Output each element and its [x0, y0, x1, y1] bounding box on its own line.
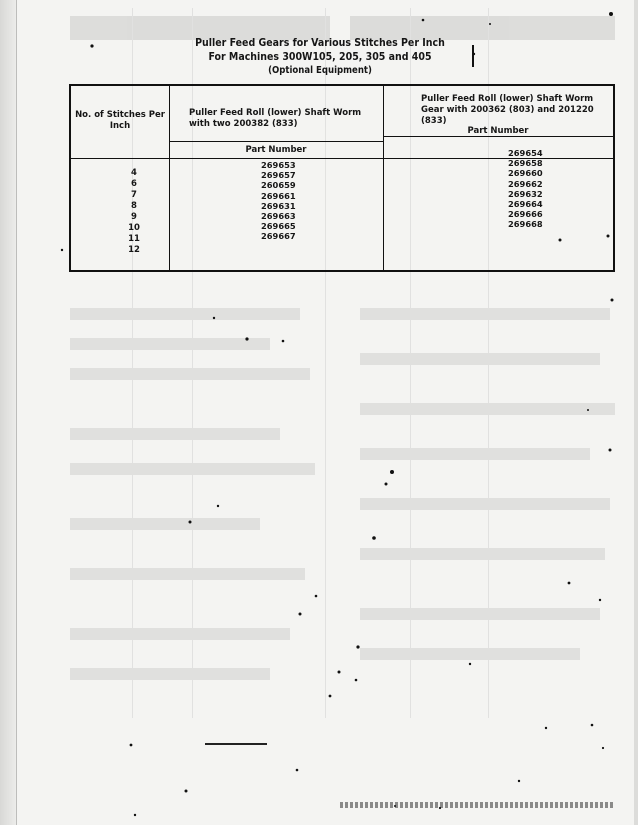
- worm-gear-column-header: Puller Feed Roll (lower) Shaft Worm Gear with 200362 (803) and 201220 (833): [421, 94, 594, 126]
- puller-feed-gears-table: [69, 84, 615, 272]
- stitches-column-header: No. of Stitches Per Inch: [75, 110, 165, 131]
- subheader-divider: [169, 141, 383, 142]
- page-title: Puller Feed Gears for Various Stitches Per Inch: [195, 37, 445, 49]
- stitch-count-cell: 12: [128, 245, 140, 255]
- page-subtitle-optional: (Optional Equipment): [268, 65, 372, 76]
- worm-part-cell: 260659: [261, 180, 296, 191]
- worm-gear-part-cell: 269654: [508, 148, 543, 158]
- worm-gear-part-cell: 269664: [508, 199, 543, 210]
- worm-gear-part-column: [508, 148, 543, 230]
- ink-rule-mark: [205, 743, 267, 745]
- worm-gear-part-cell: 269658: [508, 158, 543, 169]
- worm-gear-part-cell: 269632: [508, 188, 543, 199]
- worm-part-cell: 269665: [261, 221, 296, 232]
- worm-gear-part-cell: 269660: [508, 168, 543, 179]
- worm-part-cell: 269661: [261, 190, 296, 201]
- stitch-count-cell: 7: [131, 190, 137, 200]
- worm-part-cell: 269653: [261, 160, 296, 170]
- stitch-count-cell: 6: [131, 179, 137, 189]
- worm-column-header: Puller Feed Roll (lower) Shaft Worm with two 200382 (833): [189, 108, 362, 129]
- worm-part-cell: 269631: [261, 200, 296, 211]
- stitch-count-cell: 11: [128, 234, 140, 244]
- worm-gear-part-cell: 269666: [508, 209, 543, 220]
- page-title-block: [150, 36, 490, 78]
- column-divider: [383, 86, 384, 270]
- binding-edge: [0, 0, 17, 825]
- page-right-edge: [634, 0, 638, 825]
- column-divider: [169, 86, 170, 270]
- worm-gear-part-cell: 269668: [508, 219, 543, 230]
- subheader-divider: [383, 136, 613, 137]
- stitch-count-cell: 10: [128, 223, 140, 233]
- worm-gear-part-cell: 269662: [508, 178, 543, 189]
- bottom-bleed-text: [340, 802, 615, 808]
- worm-part-cell: 269667: [261, 231, 296, 242]
- stitch-count-cell: 8: [131, 201, 137, 211]
- stitches-column: [119, 168, 149, 256]
- worm-part-column: [261, 160, 296, 242]
- worm-part-number-header: Part Number: [245, 145, 307, 155]
- worm-gear-part-number-header: Part Number: [467, 126, 529, 136]
- page-subtitle-machines: For Machines 300W105, 205, 305 and 405: [208, 51, 432, 63]
- worm-part-cell: 269663: [261, 211, 296, 222]
- worm-part-cell: 269657: [261, 170, 296, 181]
- stitch-count-cell: 4: [131, 168, 137, 178]
- stitch-count-cell: 9: [131, 212, 137, 222]
